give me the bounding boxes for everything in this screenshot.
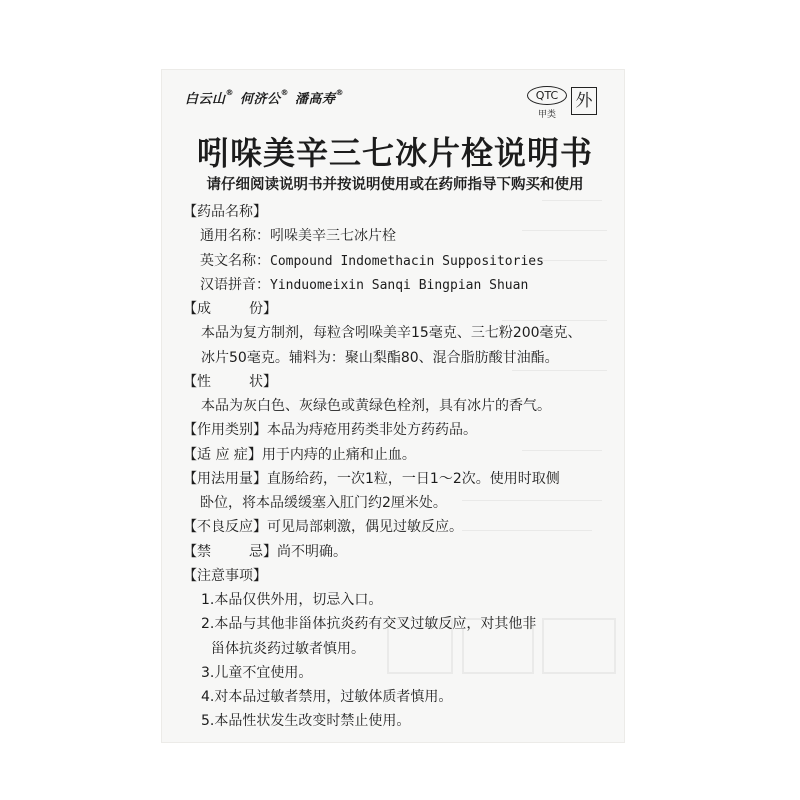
contraindications-text: 尚不明确。 bbox=[277, 543, 347, 560]
english-name bbox=[183, 249, 613, 273]
section-heading-indications: 【适 应 症】 bbox=[183, 446, 262, 463]
leaflet-body bbox=[183, 200, 613, 734]
pinyin-name bbox=[183, 273, 613, 297]
composition-text: 本品为复方制剂，每粒含吲哚美辛15毫克、三七粉200毫克、 bbox=[201, 325, 582, 342]
section-heading-name: 【药品名称】 bbox=[183, 204, 267, 220]
section-heading-adverse: 【不良反应】 bbox=[183, 519, 267, 536]
precaution-item: 4.对本品过敏者禁用，过敏体质者慎用。 bbox=[201, 689, 453, 705]
contraindications-row bbox=[183, 540, 613, 564]
heading-part: 【性 bbox=[183, 373, 211, 390]
adverse-row bbox=[183, 515, 613, 539]
external-use-badge: 外 bbox=[571, 87, 597, 115]
indications-row bbox=[183, 443, 613, 467]
otc-class-label: 甲类 bbox=[537, 110, 556, 120]
english-name-value: Compound Indomethacin Suppositories bbox=[270, 253, 544, 269]
heading-part: 【成 bbox=[183, 301, 211, 317]
english-name-label: 英文名称： bbox=[200, 252, 270, 269]
indications-text: 用于内痔的止痛和止血。 bbox=[261, 446, 416, 463]
precaution-item: 5.本品性状发生改变时禁止使用。 bbox=[201, 713, 411, 730]
composition-text: 冰片50毫克。辅料为：聚山梨酯80、混合脂肪酸甘油酯。 bbox=[201, 349, 559, 366]
precaution-item: 1.本品仅供外用，切忌入口。 bbox=[201, 592, 383, 608]
precaution-item: 甾体抗炎药过敏者慎用。 bbox=[211, 640, 365, 657]
precaution-item: 2.本品与其他非甾体抗炎药有交叉过敏反应，对其他非 bbox=[201, 616, 537, 633]
section-heading-appearance bbox=[183, 370, 613, 394]
section-heading-precautions: 【注意事项】 bbox=[183, 567, 267, 584]
category-text: 本品为痔疮用药类非处方药药品。 bbox=[267, 422, 477, 439]
heading-part: 份】 bbox=[249, 301, 277, 317]
dosage-text: 直肠给药，一次1粒，一日1～2次。使用时取侧 bbox=[267, 470, 560, 487]
brand-logos bbox=[185, 88, 344, 107]
otc-badge bbox=[527, 86, 567, 120]
section-heading-composition bbox=[183, 297, 613, 321]
dosage-text: 卧位，将本品缓缓塞入肛门约2厘米处。 bbox=[200, 495, 447, 511]
dosage-row bbox=[183, 467, 613, 491]
brand-logo: 白云山® bbox=[185, 88, 235, 107]
pinyin-label: 汉语拼音： bbox=[200, 276, 270, 293]
heading-part: 【禁 bbox=[183, 543, 211, 560]
brand-logo: 潘高寿® bbox=[295, 88, 345, 107]
otc-oval: QTC bbox=[527, 86, 567, 105]
heading-part: 状】 bbox=[249, 373, 277, 390]
section-heading-dosage: 【用法用量】 bbox=[183, 470, 267, 487]
section-heading-category: 【作用类别】 bbox=[183, 422, 267, 439]
adverse-text: 可见局部刺激，偶见过敏反应。 bbox=[267, 519, 463, 536]
heading-part: 忌】 bbox=[249, 543, 277, 560]
document-subtitle: 请仔细阅读说明书并按说明使用或在药师指导下购买和使用 bbox=[206, 177, 584, 193]
generic-name: 通用名称：吲哚美辛三七冰片栓 bbox=[200, 228, 396, 245]
precaution-item: 3.儿童不宜使用。 bbox=[201, 664, 313, 681]
brand-name: 何济公 bbox=[240, 92, 281, 107]
brand-name: 潘高寿 bbox=[295, 92, 336, 107]
brand-logo: 何济公® bbox=[240, 88, 290, 107]
appearance-text: 本品为灰白色、灰绿色或黄绿色栓剂，具有冰片的香气。 bbox=[201, 398, 551, 414]
brand-name: 白云山 bbox=[185, 92, 226, 107]
category-row bbox=[183, 418, 613, 442]
pinyin-value: Yinduomeixin Sanqi Bingpian Shuan bbox=[270, 277, 529, 293]
document-title: 吲哚美辛三七冰片栓说明书 bbox=[196, 134, 593, 172]
